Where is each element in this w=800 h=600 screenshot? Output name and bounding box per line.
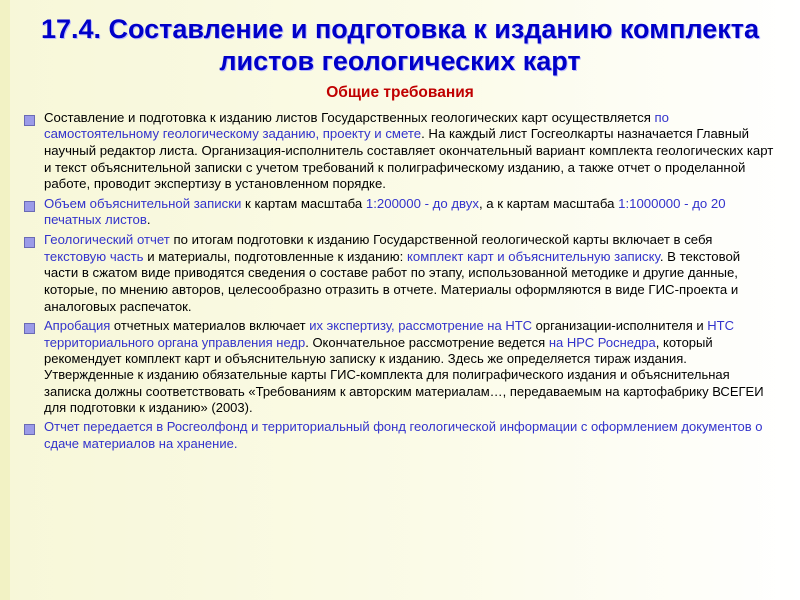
list-item-text: Составление и подготовка к изданию листов Государственных геологических карт осуществляется по самостоятельному геологическому заданию, проекту и смете. На каждый лист Госгеолкарты назначается Главный научный редактор листа. Организация-исполнитель составляет окончательный вариант комплекта геологических карт и текст объяснительной записки с учетом требований к полиграфическому изданию, а также отчет о проделанной работе, проводит экспертизу в установленном порядке. [44, 109, 774, 192]
left-edge-band [0, 0, 10, 600]
list-item [20, 110, 776, 193]
bullet-square-icon [24, 201, 35, 212]
page-title: 17.4. Составление и подготовка к изданию комплекта листов геологических карт [40, 14, 760, 76]
list-item [20, 318, 776, 416]
list-item-text: Апробация отчетных материалов включает их экспертизу, рассмотрение на НТС организации-исполнителя и НТС территориального органа управления недр. Окончательное рассмотрение ведется на НРС Роснедра, который рекомендует комплект карт и объяснительную записку к изданию. Здесь же определяется тираж издания. Утвержденные к изданию обязательные карты ГИС-комплекта для полиграфического издания и объяснительная записка должны соответствовать «Требованиям к авторским материалам…, передаваемым на картофабрику ВСЕГЕИ для подготовки к изданию» (2003). [44, 318, 764, 416]
list-item [20, 232, 776, 315]
bullet-square-icon [24, 424, 35, 435]
bullet-square-icon [24, 237, 35, 248]
list-item-text: Геологический отчет по итогам подготовки к изданию Государственной геологической карты включает в себя текстовую часть и материалы, подготовленные к изданию: комплект карт и объяснительную записку. В текстовой части в сжатом виде приводятся сведения о составе работ по этапу, использованной методике и другие данные, которые, по мнению авторов, целесообразно отразить в отчете. Материалы оформляются в виде ГИС-проекта и аналоговых распечаток. [44, 232, 741, 314]
list-item-text: Объем объяснительной записки к картам масштаба 1:200000 - до двух, а к картам масштаба 1:1000000 - до 20 печатных листов. [44, 195, 726, 228]
list-item-text: Отчет передается в Росгеолфонд и территориальный фонд геологической информации с оформлением документов о сдаче материалов на хранение. [44, 419, 763, 451]
bullet-square-icon [24, 115, 35, 126]
page-subtitle: Общие требования [326, 83, 474, 101]
bullet-square-icon [24, 323, 35, 334]
list-item [20, 419, 776, 452]
bullet-list [18, 110, 782, 453]
list-item [20, 196, 776, 229]
